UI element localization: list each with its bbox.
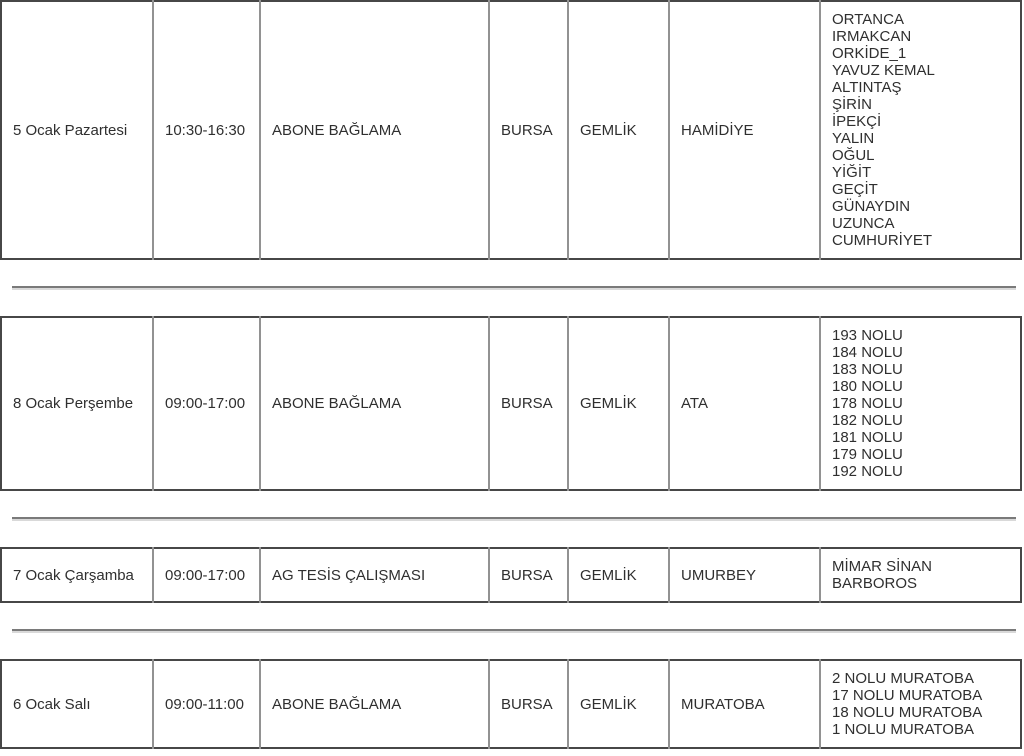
work-type-cell: ABONE BAĞLAMA (260, 1, 489, 259)
province-cell: BURSA (489, 317, 568, 490)
street-item: GEÇİT (832, 181, 878, 198)
province-cell: BURSA (489, 1, 568, 259)
streets-cell (820, 1, 1021, 259)
street-item: 17 NOLU MURATOBA (832, 687, 983, 704)
date-cell: 6 Ocak Salı (13, 695, 91, 713)
street-item: YALIN (832, 130, 875, 147)
province-cell: BURSA (489, 660, 568, 748)
street-item: BARBOROS (832, 575, 918, 592)
outage-row (1, 317, 1021, 490)
street-item: YAVUZ KEMAL (832, 62, 935, 79)
neighborhood-cell: UMURBEY (669, 548, 820, 602)
street-item: 2 NOLU MURATOBA (832, 670, 974, 687)
time-cell: 09:00-17:00 (153, 548, 260, 602)
street-item: UZUNCA (832, 215, 895, 232)
outage-table-block (0, 0, 1022, 260)
street-item: 18 NOLU MURATOBA (832, 704, 983, 721)
street-item: CUMHURİYET (832, 232, 932, 249)
section-divider (12, 286, 1016, 290)
street-item: 192 NOLU (832, 463, 903, 480)
neighborhood-cell: ATA (669, 317, 820, 490)
street-item: İPEKÇİ (832, 113, 882, 130)
street-item: MİMAR SİNAN (832, 558, 933, 575)
streets-cell (820, 317, 1021, 490)
street-item: ŞİRİN (832, 96, 873, 113)
work-type-cell: AG TESİS ÇALIŞMASI (260, 548, 489, 602)
street-item: 183 NOLU (832, 361, 903, 378)
district-cell: GEMLİK (568, 317, 669, 490)
street-item: OĞUL (832, 147, 875, 164)
district-cell: GEMLİK (568, 548, 669, 602)
outage-table-block (0, 316, 1022, 491)
outage-table-block (0, 547, 1022, 603)
street-item: 1 NOLU MURATOBA (832, 721, 974, 738)
streets-cell (820, 548, 1021, 602)
work-type-cell: ABONE BAĞLAMA (260, 660, 489, 748)
outage-table-block (0, 659, 1022, 749)
date-cell: 5 Ocak Pazartesi (13, 121, 128, 139)
section-divider (12, 517, 1016, 521)
street-item: GÜNAYDIN (832, 198, 911, 215)
neighborhood-cell: MURATOBA (669, 660, 820, 748)
neighborhood-cell: HAMİDİYE (669, 1, 820, 259)
street-item: 178 NOLU (832, 395, 903, 412)
street-item: 182 NOLU (832, 412, 903, 429)
street-item: ALTINTAŞ (832, 79, 902, 96)
street-item: ORKİDE_1 (832, 45, 907, 62)
street-item: 180 NOLU (832, 378, 903, 395)
time-cell: 09:00-17:00 (153, 317, 260, 490)
street-item: 181 NOLU (832, 429, 903, 446)
streets-cell (820, 660, 1021, 748)
street-item: 184 NOLU (832, 344, 903, 361)
time-cell: 10:30-16:30 (153, 1, 260, 259)
time-cell: 09:00-11:00 (153, 660, 260, 748)
district-cell: GEMLİK (568, 660, 669, 748)
outage-row (1, 548, 1021, 602)
street-item: 193 NOLU (832, 327, 903, 344)
date-cell: 8 Ocak Perşembe (13, 395, 134, 412)
street-item: 179 NOLU (832, 446, 903, 463)
street-item: ORTANCA (832, 11, 904, 28)
outage-row (1, 1, 1021, 259)
section-divider (12, 629, 1016, 633)
street-item: IRMAKCAN (832, 28, 912, 45)
district-cell: GEMLİK (568, 1, 669, 259)
street-item: YİĞİT (832, 164, 872, 181)
province-cell: BURSA (489, 548, 568, 602)
outage-row (1, 660, 1021, 748)
date-cell: 7 Ocak Çarşamba (13, 566, 134, 584)
work-type-cell: ABONE BAĞLAMA (260, 317, 489, 490)
